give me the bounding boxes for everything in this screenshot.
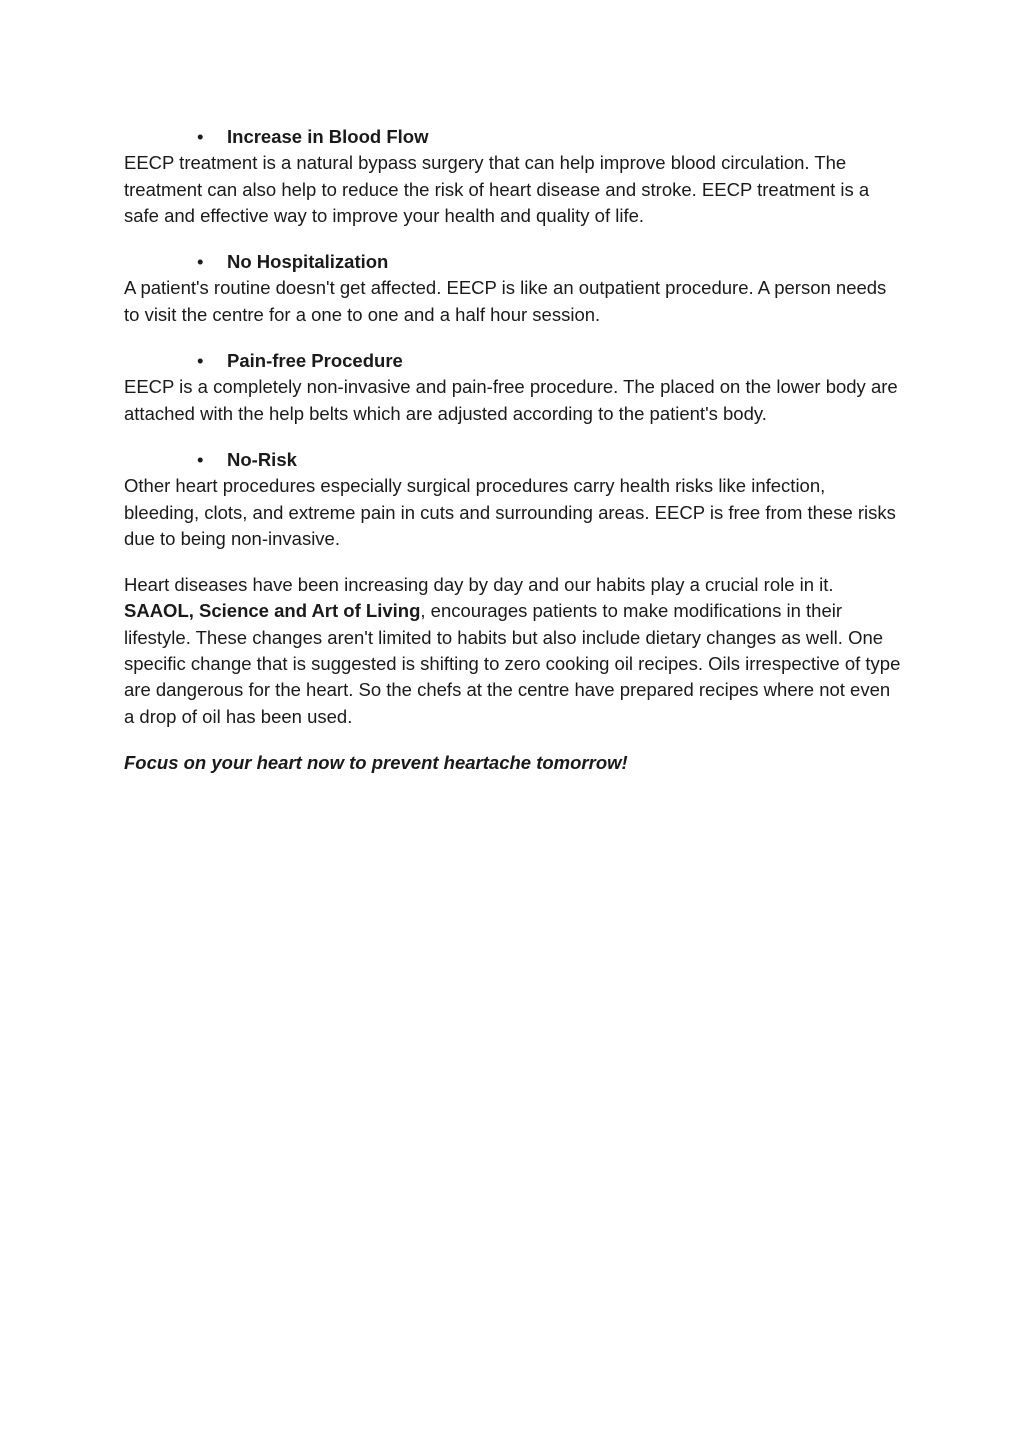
closing-line: Focus on your heart now to prevent heartache tomorrow!: [124, 751, 628, 773]
summary-text-before: Heart diseases have been increasing day by day and our habits play a crucial role in it.: [124, 574, 834, 596]
brand-name: SAAOL, Science and Art of Living: [124, 600, 421, 622]
list-item: [124, 249, 904, 275]
summary-section: [124, 572, 904, 730]
bullet-icon: •: [197, 251, 204, 273]
bullet-icon: •: [197, 350, 204, 372]
section-no-risk: [124, 447, 904, 552]
list-item: [124, 124, 904, 150]
section-body: Other heart procedures especially surgical procedures carry health risks like infection, bleeding, clots, and extreme pain in cuts and surrounding areas. EECP is free from these risks due to being non-invasive.: [124, 475, 896, 549]
section-heading: Pain-free Procedure: [227, 350, 403, 372]
section-heading: No Hospitalization: [227, 251, 389, 273]
section-heading: Increase in Blood Flow: [227, 126, 429, 147]
section-pain-free: [124, 348, 904, 427]
list-item: [124, 348, 904, 374]
section-body: A patient's routine doesn't get affected. EECP is like an outpatient procedure. A person needs to visit the centre for a one to one and a half hour session.: [124, 277, 887, 325]
section-body: EECP treatment is a natural bypass surgery that can help improve blood circulation. The treatment can also help to reduce the risk of heart disease and stroke. EECP treatment is a safe and effective way to improve your health and quality of life.: [124, 152, 870, 226]
bullet-icon: •: [197, 448, 204, 470]
section-body: EECP is a completely non-invasive and pain-free procedure. The placed on the lower body are attached with the help belts which are adjusted according to the patient's body.: [124, 376, 898, 424]
closing-section: [124, 750, 904, 776]
section-blood-flow: [124, 124, 904, 229]
document-page: [124, 124, 904, 796]
section-no-hospitalization: [124, 249, 904, 328]
summary-paragraph: [124, 572, 904, 730]
list-item: [124, 447, 904, 473]
bullet-icon: •: [197, 126, 204, 147]
section-heading: No-Risk: [227, 448, 297, 470]
summary-text-after: , encourages patients to make modifications in their lifestyle. These changes aren't limited to habits but also include dietary changes as well. One specific change that is suggested is shifting to zero cooking oil recipes. Oils irrespective of type are dangerous for the heart. So the chefs at the centre have prepared recipes where not even a drop of oil has been used.: [124, 600, 901, 727]
